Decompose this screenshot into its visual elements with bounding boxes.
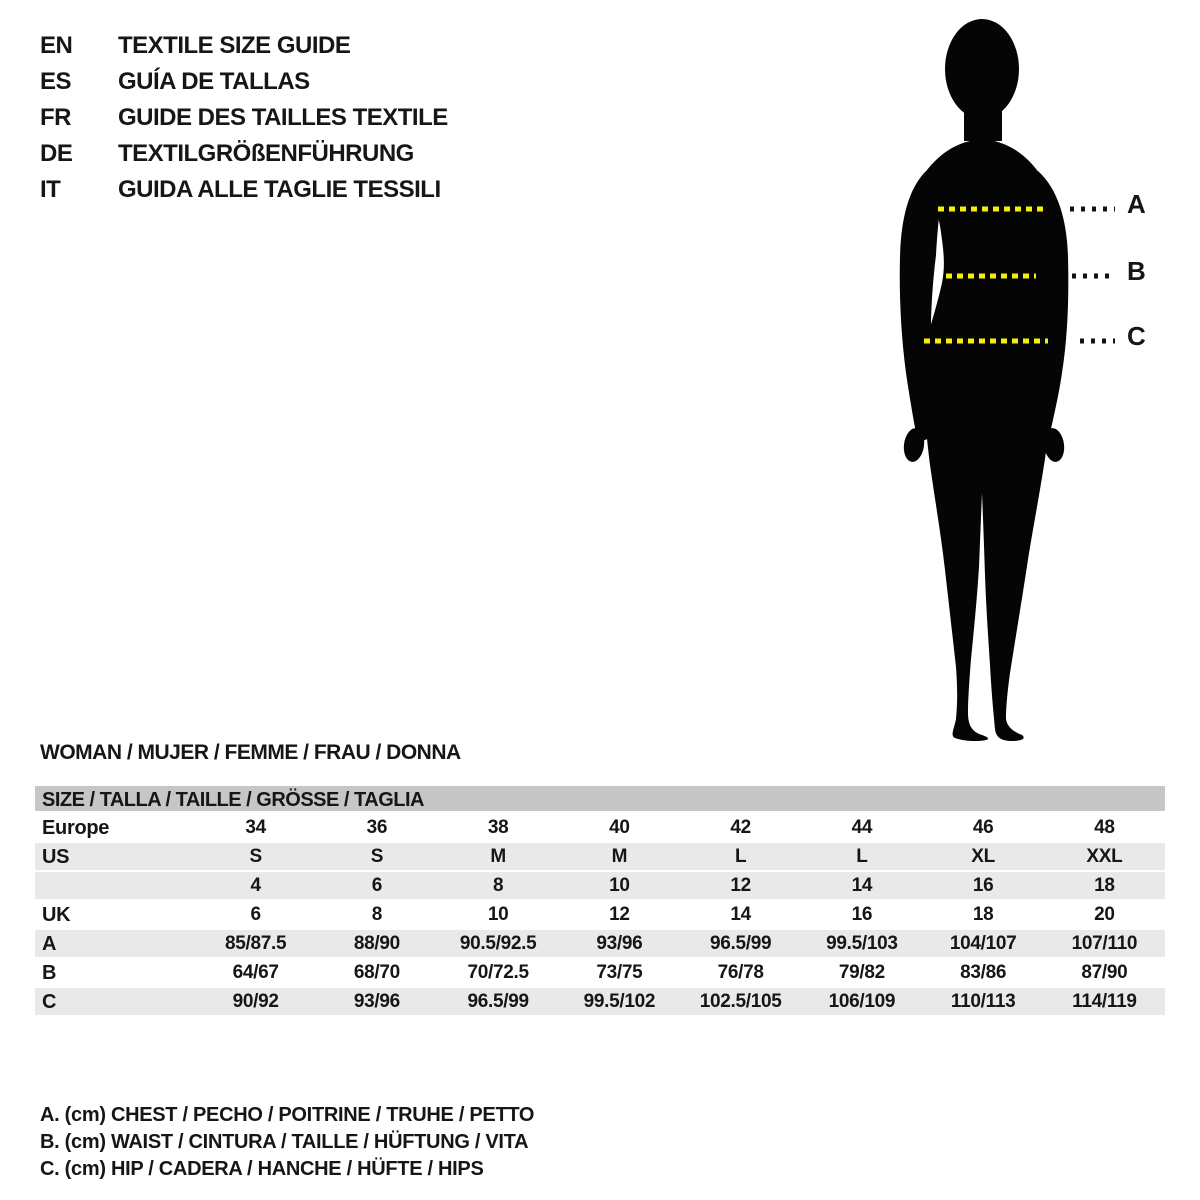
table-cell: 110/113 — [950, 990, 1016, 1012]
table-cell: M — [611, 845, 628, 867]
table-cell: L — [734, 845, 747, 867]
woman-silhouette — [850, 5, 1200, 745]
table-cell: 38 — [487, 816, 509, 838]
table-cell: 99.5/103 — [826, 932, 898, 954]
legend-line: C. (cm) HIP / CADERA / HANCHE / HÜFTE / HIPS — [40, 1158, 484, 1180]
size-table-header: SIZE / TALLA / TAILLE / GRÖSSE / TAGLIA — [35, 786, 1165, 814]
language-title: TEXTILGRÖßENFÜHRUNG — [118, 140, 414, 167]
table-cell: 6 — [250, 903, 261, 925]
table-cell: 34 — [245, 816, 266, 838]
marker-label-a: A — [1127, 189, 1146, 219]
table-cell: 76/78 — [717, 961, 764, 983]
language-row — [40, 28, 448, 64]
table-cell: 48 — [1094, 816, 1115, 838]
table-cell: 40 — [609, 816, 630, 838]
table-row — [35, 814, 1165, 843]
table-cell: 102.5/105 — [699, 990, 782, 1012]
language-title: GUIDA ALLE TAGLIE TESSILI — [118, 176, 441, 203]
table-cell: 96.5/99 — [467, 990, 529, 1012]
table-cell: 90/92 — [232, 990, 279, 1012]
table-cell: 90.5/92.5 — [459, 932, 537, 954]
table-cell: 93/96 — [353, 990, 400, 1012]
table-row — [35, 959, 1165, 988]
table-cell: S — [249, 845, 262, 867]
table-cell: 18 — [1094, 874, 1115, 896]
table-cell: 18 — [972, 903, 994, 925]
row-label: US — [42, 845, 70, 868]
table-cell: XXL — [1086, 845, 1123, 867]
black-dot-lines — [1070, 209, 1115, 341]
table-cell: 99.5/102 — [583, 990, 656, 1012]
row-label: A — [42, 932, 57, 955]
table-cell: 70/72.5 — [467, 961, 529, 983]
language-row — [40, 100, 448, 136]
table-cell: 42 — [730, 816, 751, 838]
table-row — [35, 988, 1165, 1017]
table-cell: M — [490, 845, 506, 867]
language-list — [40, 28, 448, 208]
language-row — [40, 172, 448, 208]
language-code: EN — [40, 32, 73, 59]
table-cell: 14 — [730, 903, 751, 925]
table-cell: 12 — [730, 874, 751, 896]
legend — [40, 1102, 534, 1183]
table-cell: 88/90 — [353, 932, 400, 954]
table-cell: 85/87.5 — [224, 932, 287, 954]
table-row — [35, 872, 1165, 901]
row-label: C — [42, 990, 57, 1013]
table-cell: 79/82 — [838, 961, 885, 983]
table-cell: 6 — [371, 874, 383, 896]
size-table-body — [35, 814, 1165, 1017]
section-title: WOMAN / MUJER / FEMME / FRAU / DONNA — [40, 741, 461, 764]
figure-area — [850, 5, 1200, 745]
table-cell: XL — [971, 845, 995, 867]
table-cell: L — [856, 845, 868, 867]
language-code: ES — [40, 68, 72, 95]
table-cell: S — [370, 845, 384, 867]
table-cell: 16 — [972, 874, 994, 896]
language-row — [40, 136, 448, 172]
table-cell: 73/75 — [596, 961, 643, 983]
table-row — [35, 901, 1165, 930]
table-cell: 4 — [250, 874, 261, 896]
table-cell: 36 — [366, 816, 388, 838]
table-cell: 106/109 — [828, 990, 896, 1012]
table-cell: 93/96 — [596, 932, 643, 954]
table-cell: 44 — [851, 816, 873, 838]
table-cell: 64/67 — [232, 961, 279, 983]
table-cell: 14 — [851, 874, 873, 896]
table-cell: 10 — [487, 903, 509, 925]
table-cell: 46 — [972, 816, 994, 838]
table-cell: 68/70 — [353, 961, 400, 983]
language-code: IT — [40, 176, 61, 203]
table-cell: 8 — [371, 903, 383, 925]
marker-label-b: B — [1127, 256, 1146, 286]
size-table — [35, 786, 1165, 1017]
table-cell: 20 — [1094, 903, 1115, 925]
table-cell: 12 — [609, 903, 630, 925]
table-cell: 107/110 — [1071, 932, 1138, 954]
table-cell: 114/119 — [1072, 990, 1137, 1012]
legend-line: A. (cm) CHEST / PECHO / POITRINE / TRUHE / PETTO — [40, 1104, 535, 1126]
language-title: GUÍA DE TALLAS — [118, 68, 310, 95]
marker-label-c: C — [1127, 321, 1146, 351]
table-row — [35, 930, 1165, 959]
row-label: B — [42, 961, 57, 984]
language-code: FR — [40, 104, 71, 131]
table-cell: 83/86 — [960, 961, 1007, 983]
row-label: UK — [42, 903, 71, 926]
table-cell: 10 — [609, 874, 630, 896]
table-cell: 104/107 — [949, 932, 1017, 954]
legend-line: B. (cm) WAIST / CINTURA / TAILLE / HÜFTUNG / VITA — [40, 1131, 529, 1153]
language-code: DE — [40, 140, 73, 167]
table-row — [35, 843, 1165, 872]
silhouette-shapes — [900, 19, 1069, 741]
row-label: Europe — [42, 816, 110, 839]
language-title: TEXTILE SIZE GUIDE — [118, 32, 351, 59]
table-cell: 8 — [492, 874, 504, 896]
table-cell: 16 — [851, 903, 873, 925]
language-row — [40, 64, 448, 100]
language-title: GUIDE DES TAILLES TEXTILE — [118, 104, 448, 131]
table-cell: 87/90 — [1081, 961, 1128, 983]
table-cell: 96.5/99 — [709, 932, 772, 954]
